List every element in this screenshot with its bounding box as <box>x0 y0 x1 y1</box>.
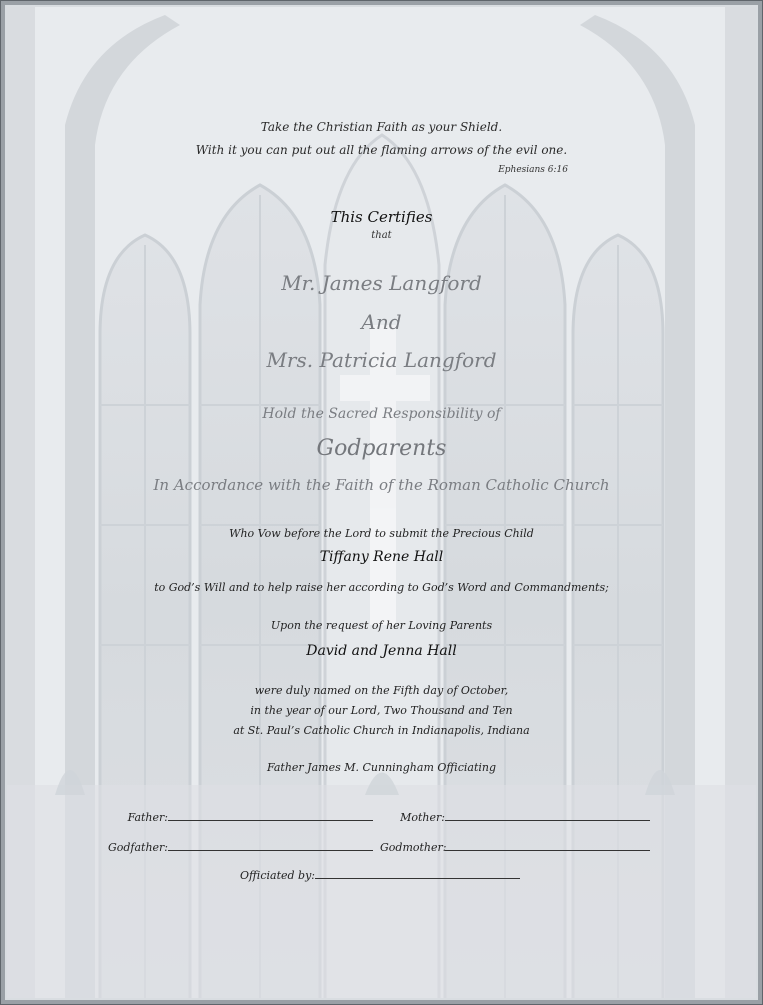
godparents-title: Godparents <box>316 436 447 461</box>
father-signature-line <box>168 808 373 821</box>
commitment-text: to God’s Will and to help raise her according to God’s Word and Commandments; <box>154 581 609 594</box>
verse-line-2: With it you can put out all the flaming arrows of the evil one. <box>195 143 568 157</box>
certifies-that: that <box>371 230 392 241</box>
mother-label: Mother: <box>400 811 445 824</box>
godmother-signature <box>380 838 650 854</box>
godfather-signature <box>95 838 373 854</box>
officiated-signature-line <box>315 866 520 879</box>
church-line: at St. Paul’s Catholic Church in Indianapolis, Indiana <box>233 724 530 737</box>
godfather-label: Godfather: <box>107 841 168 854</box>
officiant-line: Father James M. Cunningham Officiating <box>266 761 497 774</box>
parents-names: David and Jenna Hall <box>306 643 457 659</box>
father-label: Father: <box>127 811 168 824</box>
date-line: were duly named on the Fifth day of October, <box>254 684 509 697</box>
mother-signature-line <box>445 808 650 821</box>
child-name: Tiffany Rene Hall <box>319 549 444 565</box>
verse-reference: Ephesians 6:16 <box>498 165 568 175</box>
godmother-label: Godmother: <box>380 841 447 854</box>
responsibility-text: Hold the Sacred Responsibility of <box>262 406 501 422</box>
vow-text: Who Vow before the Lord to submit the Precious Child <box>229 527 534 540</box>
verse-line-1: Take the Christian Faith as your Shield. <box>260 120 503 134</box>
officiated-label: Officiated by: <box>240 869 315 882</box>
officiated-signature <box>230 866 520 882</box>
certificate-content <box>5 5 758 1000</box>
parents-request: Upon the request of her Loving Parents <box>270 619 493 632</box>
father-signature <box>95 808 373 824</box>
mother-signature <box>395 808 650 824</box>
faith-statement: In Accordance with the Faith of the Roman Catholic Church <box>153 476 610 494</box>
godparent-name-2: Mrs. Patricia Langford <box>266 348 497 372</box>
godparent-name-1: Mr. James Langford <box>281 271 482 295</box>
year-line: in the year of our Lord, Two Thousand and Ten <box>250 704 513 717</box>
godmother-signature-line <box>445 838 650 851</box>
godparents-and: And <box>361 310 402 334</box>
godfather-signature-line <box>168 838 373 851</box>
certifies-heading: This Certifies <box>330 208 433 226</box>
